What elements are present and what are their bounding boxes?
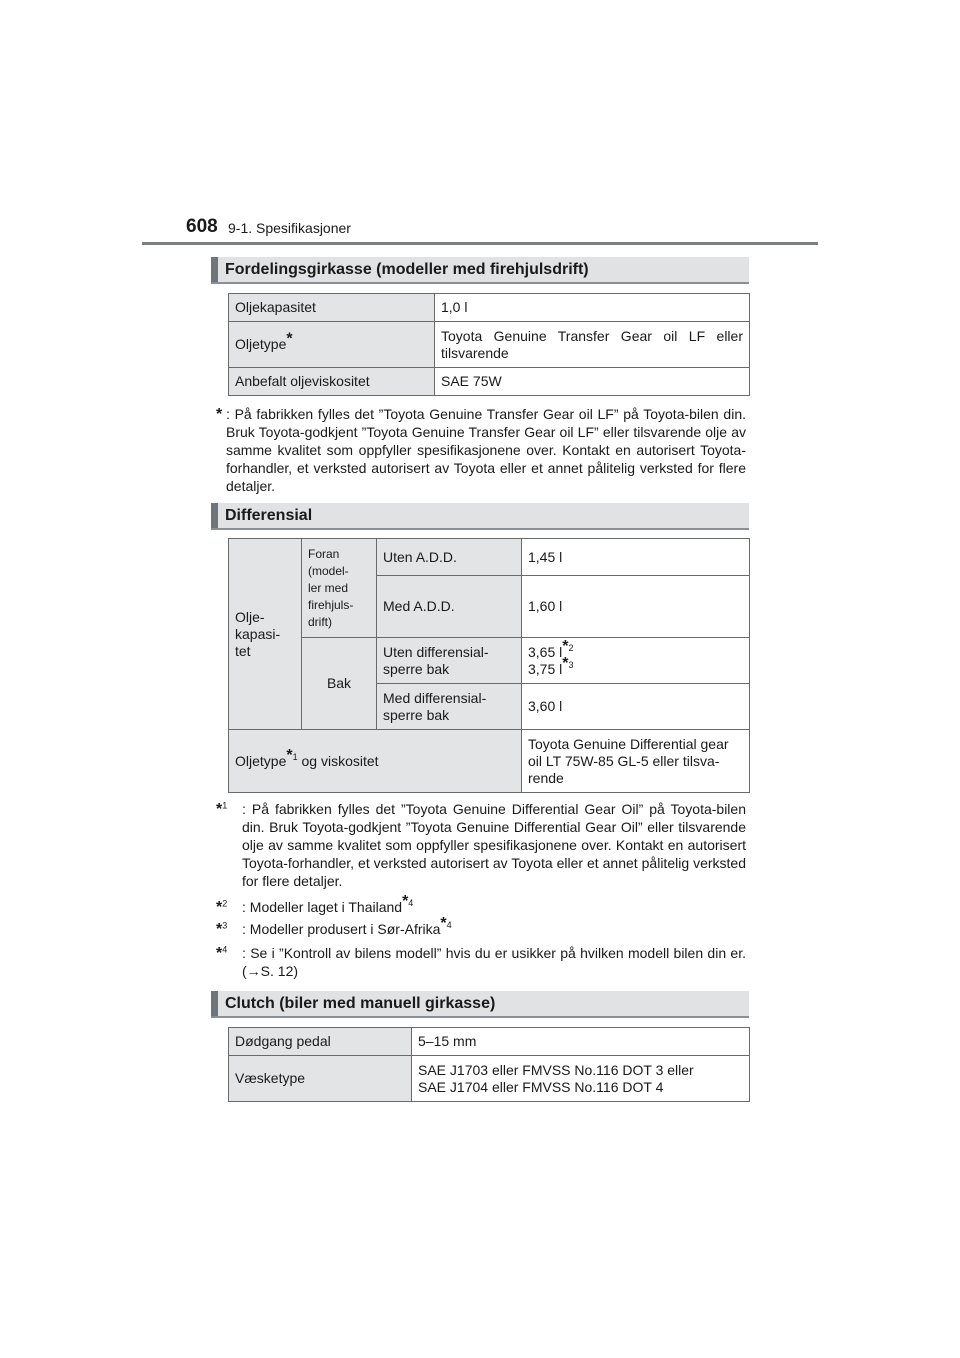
differential-footnote-1: *$^1$ : På fabrikken fylles det ”Toyota Genuine Differential Gear Oil” på Toyota-bilen din. Bruk Toyota-godkjent ”Toyota Genuine Differential Gear Oil” eller tilsvarende olje av samme kvalitet som oppfyller spesifikasjonene over. Kontakt en autorisert Toyota-forhandler, et verksted autorisert av Toyota eller et annet pålitelig verksted for flere detaljer.	[216, 800, 746, 889]
section-heading-text: Differensial	[225, 507, 313, 524]
table-label-cell: Med A.D.D.	[377, 576, 522, 638]
chapter-title: 9-1. Spesifikasjoner	[228, 220, 351, 236]
section-heading-differential	[211, 503, 749, 530]
table-row	[229, 368, 750, 396]
footnote-marker: *	[216, 406, 223, 423]
table-value-cell: 3,65 $l^{*2}$ 3,75 $l^{*3}$	[522, 638, 750, 684]
transfer-footnote	[216, 405, 746, 495]
table-label-cell: Med differensial- sperre bak	[377, 684, 522, 730]
differential-footnote-4: *$^4$ : Se i ”Kontroll av bilens modell” hvis du er usikker på hvilken modell bilen din er. (→S. 12)	[216, 944, 746, 979]
table-label-cell: Uten A.D.D.	[377, 539, 522, 576]
footnote-marker: *	[216, 801, 223, 818]
section-heading-text: Clutch (biler med manuell girkasse)	[225, 995, 496, 1012]
table-row	[229, 730, 750, 793]
section-heading-transfer	[211, 257, 749, 284]
table-value-cell: 3,60 l	[522, 684, 750, 730]
table-row	[229, 294, 750, 322]
rear-label-cell: Bak	[302, 638, 377, 730]
clutch-spec-table	[228, 1027, 750, 1102]
table-value-cell: 5–15 mm	[412, 1028, 750, 1056]
footnote-marker: *	[216, 945, 223, 962]
section-heading-clutch	[211, 991, 749, 1018]
table-row	[229, 1028, 750, 1056]
table-row	[229, 1056, 750, 1102]
table-value-cell: Toyota Genuine Differential gear oil LT 75W-85 GL-5 eller tilsva- rende	[522, 730, 750, 793]
footnote-marker: *	[562, 654, 569, 672]
footnote-text: : Se i ”Kontroll av bilens modell” hvis du er usikker på hvilken modell bilen din er. (→S. 12)	[242, 945, 746, 979]
section-heading-bar	[211, 503, 218, 528]
footnote-text: : Modeller laget i Thailand	[242, 899, 403, 915]
table-value-cell: 1,60 l	[522, 576, 750, 638]
oil-type-label: Oljetype	[235, 336, 287, 352]
section-heading-bar	[211, 991, 218, 1016]
front-label-cell: Foran (model- ler med firehjuls- drift)	[302, 539, 377, 638]
footnote-text: : På fabrikken fylles det ”Toyota Genuine Differential Gear Oil” på Toyota-bilen din. Bruk Toyota-godkjent ”Toyota Genuine Differential Gear Oil” eller tilsvarende olje av samme kvalitet som oppfyller spesifikasjonene over. Kontakt en autorisert Toyota-forhandler, et verksted autorisert av Toyota eller et annet pålitelig verksted for flere detaljer.	[242, 801, 746, 889]
table-value-cell: 1,45 l	[522, 539, 750, 576]
capacity-value: 3,65 l	[528, 643, 563, 660]
section-heading-text: Fordelingsgirkasse (modeller med firehjulsdrift)	[225, 261, 589, 278]
footnote-text: : Modeller produsert i Sør-Afrika	[242, 921, 441, 937]
page-number: 608	[186, 216, 218, 237]
differential-footnote-2: *$^2$ : Modeller laget i Thailand$^{*4}$	[216, 893, 414, 916]
table-label-cell: Oljetype$^{*1}$ og viskositet	[229, 730, 522, 793]
capacity-value: 3,75 l	[528, 660, 563, 677]
footnote-text: : På fabrikken fylles det ”Toyota Genuine Transfer Gear oil LF” på Toyota-bilen din. Bruk Toyota-godkjent ”Toyota Genuine Transfer Gear oil LF” eller tilsvarende olje av samme kvalitet som oppfyller spesifikasjonene over. Kontakt en autorisert Toyota-forhandler, et verksted autorisert av Toyota eller et annet pålitelig verksted for flere detaljer.	[226, 406, 746, 494]
capacity-label-cell: Olje- kapasi- tet	[229, 539, 302, 730]
table-value-cell: Toyota Genuine Transfer Gear oil LF eller tilsvarende	[435, 322, 750, 368]
table-label-cell: Dødgang pedal	[229, 1028, 412, 1056]
table-row	[229, 638, 750, 684]
table-row	[229, 539, 750, 576]
table-value-cell: SAE J1703 eller FMVSS No.116 DOT 3 eller SAE J1704 eller FMVSS No.116 DOT 4	[412, 1056, 750, 1102]
table-label-cell: Uten differensial- sperre bak	[377, 638, 522, 684]
table-label-cell: Væsketype	[229, 1056, 412, 1102]
table-label-cell: Oljekapasitet	[229, 294, 435, 322]
footnote-marker: *	[562, 637, 569, 655]
section-heading-bar	[211, 257, 218, 282]
table-label-cell	[229, 322, 435, 368]
table-value-cell: SAE 75W	[435, 368, 750, 396]
table-row	[229, 322, 750, 368]
transfer-spec-table	[228, 293, 750, 396]
table-value-cell: 1,0 l	[435, 294, 750, 322]
footnote-marker: *	[286, 330, 293, 348]
differential-footnote-3: *$^3$ : Modeller produsert i Sør-Afrika$^{*4}$	[216, 915, 452, 938]
differential-spec-table	[228, 538, 750, 793]
footnote-marker: *	[216, 921, 223, 938]
table-label-cell: Anbefalt oljeviskositet	[229, 368, 435, 396]
header-divider	[142, 242, 818, 245]
footnote-marker: *	[286, 746, 293, 764]
footnote-marker: *	[216, 899, 223, 916]
